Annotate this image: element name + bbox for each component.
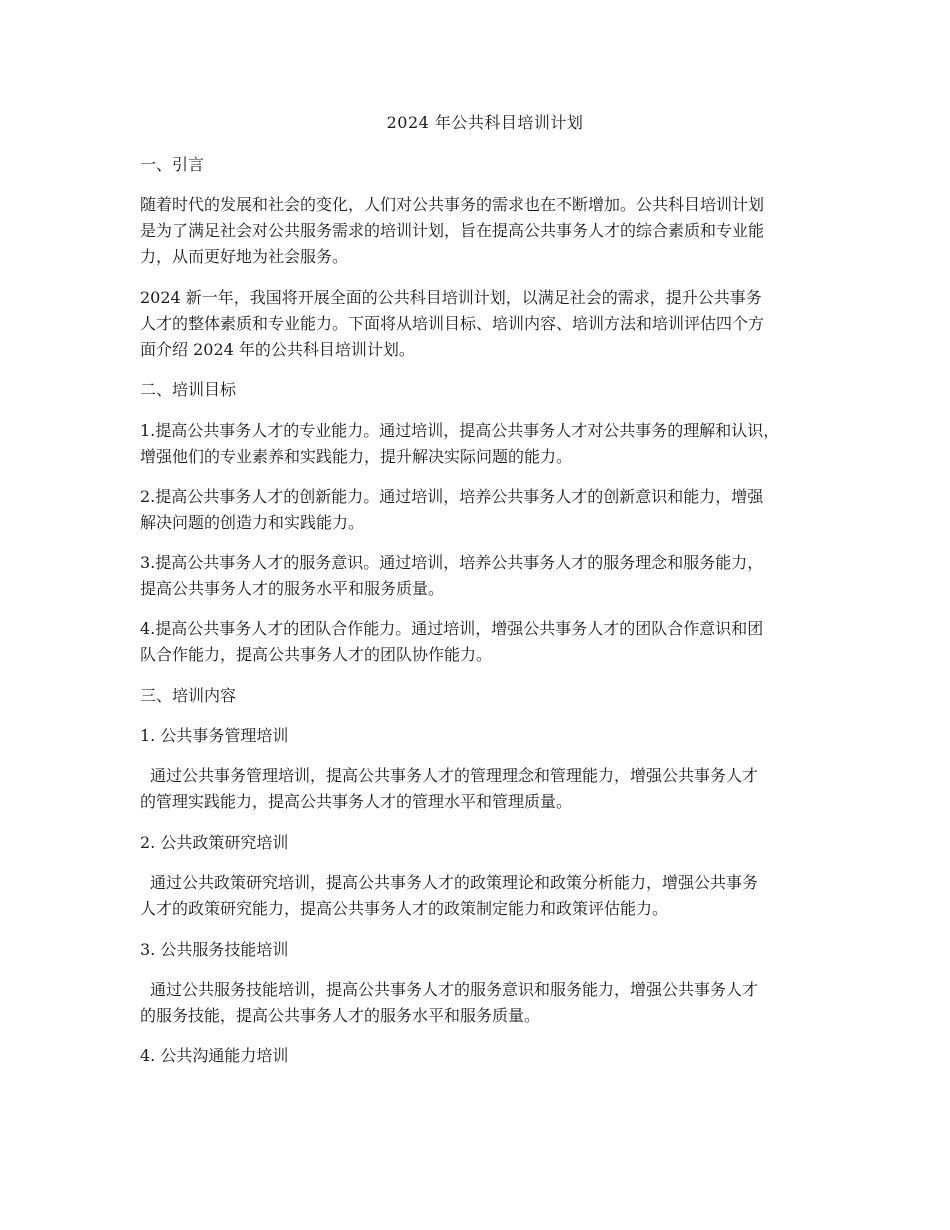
- subheading: 2. 公共政策研究培训: [140, 833, 289, 852]
- paragraph-line: 随着时代的发展和社会的变化，人们对公共事务的需求也在不断增加。公共科目培训计划: [140, 195, 765, 214]
- subheading: 1. 公共事务管理培训: [140, 726, 289, 745]
- paragraph-line: 面介绍 2024 年的公共科目培训计划。: [140, 340, 415, 359]
- section-heading-goals: 二、培训目标: [140, 380, 237, 399]
- paragraph-line: 的服务技能，提高公共事务人才的服务水平和服务质量。: [140, 1006, 541, 1025]
- section-heading-intro: 一、引言: [140, 155, 205, 174]
- paragraph-line: 力，从而更好地为社会服务。: [140, 247, 349, 266]
- paragraph-line: 提高公共事务人才的服务水平和服务质量。: [140, 579, 445, 598]
- subheading: 4. 公共沟通能力培训: [140, 1046, 289, 1065]
- paragraph-line: 解决问题的创造力和实践能力。: [140, 513, 365, 532]
- subheading: 3. 公共服务技能培训: [140, 940, 289, 959]
- paragraph-line: 2024 新一年，我国将开展全面的公共科目培训计划，以满足社会的需求，提升公共事务: [140, 288, 762, 307]
- paragraph-line: 增强他们的专业素养和实践能力，提升解决实际问题的能力。: [140, 447, 573, 466]
- paragraph-line: 3.提高公共事务人才的服务意识。通过培训，培养公共事务人才的服务理念和服务能力，: [140, 553, 764, 572]
- paragraph-line: 1.提高公共事务人才的专业能力。通过培训，提高公共事务人才对公共事务的理解和认识，: [140, 421, 780, 440]
- paragraph-line: 通过公共服务技能培训，提高公共事务人才的服务意识和服务能力，增强公共事务人才: [150, 980, 759, 999]
- paragraph-line: 队合作能力，提高公共事务人才的团队协作能力。: [140, 645, 493, 664]
- paragraph-line: 通过公共事务管理培训，提高公共事务人才的管理理念和管理能力，增强公共事务人才: [150, 766, 759, 785]
- paragraph-line: 4.提高公共事务人才的团队合作能力。通过培训，增强公共事务人才的团队合作意识和团: [140, 619, 764, 638]
- paragraph-line: 2.提高公共事务人才的创新能力。通过培训，培养公共事务人才的创新意识和能力，增强: [140, 487, 764, 506]
- paragraph-line: 人才的整体素质和专业能力。下面将从培训目标、培训内容、培训方法和培训评估四个方: [140, 314, 765, 333]
- paragraph-line: 的管理实践能力，提高公共事务人才的管理水平和管理质量。: [140, 792, 573, 811]
- paragraph-line: 通过公共政策研究培训，提高公共事务人才的政策理论和政策分析能力，增强公共事务: [150, 873, 759, 892]
- paragraph-line: 人才的政策研究能力，提高公共事务人才的政策制定能力和政策评估能力。: [140, 899, 669, 918]
- document-page: [140, 0, 830, 1230]
- document-title: 2024 年公共科目培训计划: [386, 113, 584, 132]
- section-heading-content: 三、培训内容: [140, 686, 237, 705]
- paragraph-line: 是为了满足社会对公共服务需求的培训计划，旨在提高公共事务人才的综合素质和专业能: [140, 221, 765, 240]
